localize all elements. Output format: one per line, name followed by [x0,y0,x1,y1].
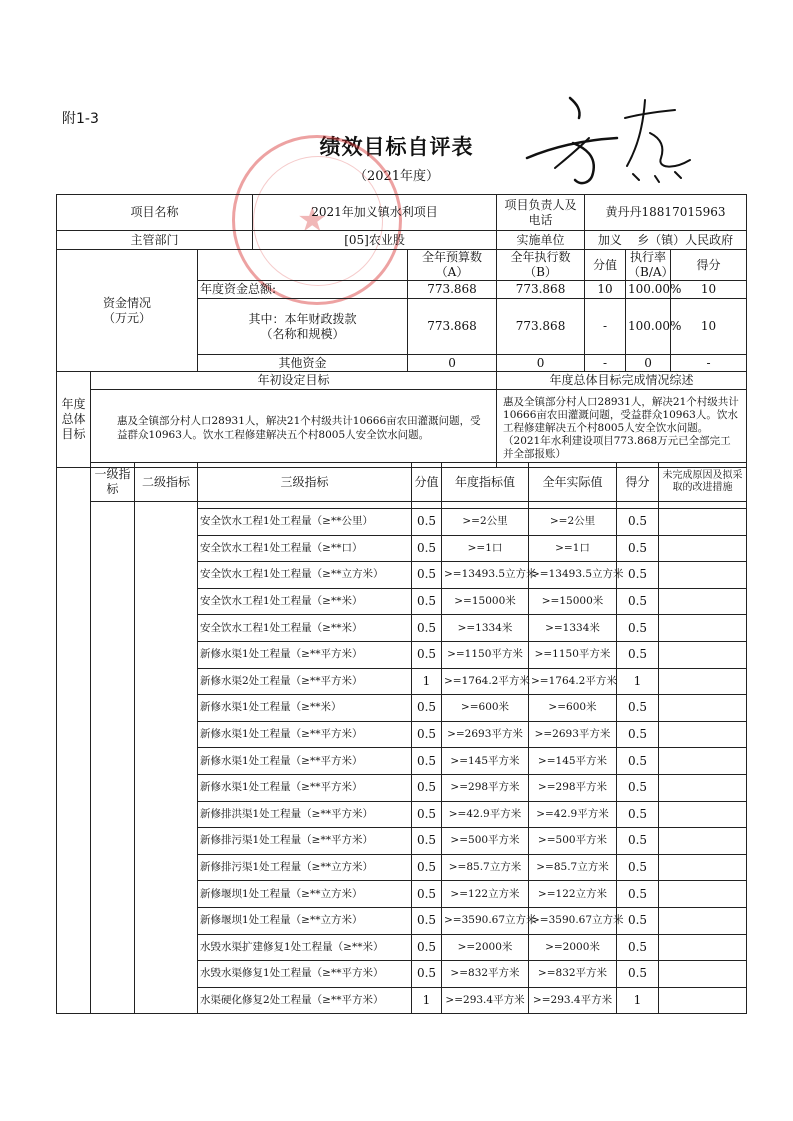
indicator-name: 新修水渠1处工程量（≥**平方米） [198,748,412,775]
indicator-actual: >=2000米 [529,934,617,961]
completion-text: 惠及全镇部分村人口28931人，解决21个村级共计10666亩农田灌溉问题，受益群众10963人。饮水工程修建解决五个村8005人安全饮水问题。（2021年水利建设项目773.868万元已全部完工并全部报账） [497,390,747,468]
indicator-reason [659,509,747,536]
impl-label: 实施单位 [497,231,585,250]
indicator-score: 0.5 [617,721,659,748]
goals-section-label: 年度 总体 目标 [57,372,91,468]
header-reason: 未完成原因及拟采取的改进措施 [659,463,747,502]
indicator-actual: >=13493.5立方米 [529,562,617,589]
dept-value: [05]农业股 [253,231,497,250]
manager-value: 黄丹丹18817015963 [585,195,747,231]
funds-row-exec: 773.868 [497,299,585,355]
indicator-score-val: 1 [412,668,442,695]
indicator-score: 0.5 [617,801,659,828]
indicator-target: >=293.4平方米 [442,987,529,1014]
indicator-reason [659,562,747,589]
indicator-reason [659,641,747,668]
indicator-actual: >=1150平方米 [529,641,617,668]
indicator-target: >=1764.2平方米 [442,668,529,695]
header-actual: 全年实际值 [529,463,617,502]
funds-row-budget: 773.868 [408,299,497,355]
header-target: 年度指标值 [442,463,529,502]
funds-row-exec: 0 [497,355,585,372]
indicator-actual: >=2693平方米 [529,721,617,748]
indicator-reason [659,828,747,855]
indicator-reason [659,535,747,562]
funds-row-score: - [671,355,747,372]
indicator-score-val: 0.5 [412,881,442,908]
header-level1: 一级指标 [91,463,135,502]
indicator-score: 0.5 [617,748,659,775]
project-summary-table [56,194,747,468]
indicator-score: 0.5 [617,535,659,562]
indicator-target: >=600米 [442,695,529,722]
indicator-target: >=2693平方米 [442,721,529,748]
indicator-target: >=2000米 [442,934,529,961]
indicator-score: 0.5 [617,562,659,589]
funds-row-rate: 0 [626,355,671,372]
funds-row-score: 10 [671,299,747,355]
indicator-name: 新修排污渠1处工程量（≥**平方米） [198,828,412,855]
indicator-reason [659,987,747,1014]
page-title: 绩效目标自评表 [319,134,474,159]
indicator-actual: >=85.7立方米 [529,854,617,881]
indicator-name: 安全饮水工程1处工程量（≥**米） [198,615,412,642]
indicator-name: 安全饮水工程1处工程量（≥**立方米） [198,562,412,589]
indicator-score-val: 0.5 [412,721,442,748]
indicator-score-val: 0.5 [412,961,442,988]
indicator-score: 0.5 [617,881,659,908]
funds-col-budget: 全年预算数 （A） [408,250,497,281]
initial-goal-text: 惠及全镇部分村人口28931人，解决21个村级共计10666亩农田灌溉问题，受益群众10963人。饮水工程修建解决五个村8005人安全饮水问题。 [91,390,497,468]
indicator-name: 水渠硬化修复2处工程量（≥**平方米） [198,987,412,1014]
indicator-target: >=122立方米 [442,881,529,908]
indicator-score: 0.5 [617,854,659,881]
indicator-score: 0.5 [617,641,659,668]
indicator-reason [659,588,747,615]
indicator-score-val: 0.5 [412,588,442,615]
indicator-score-val: 0.5 [412,641,442,668]
indicator-actual: >=1764.2平方米 [529,668,617,695]
indicator-reason [659,881,747,908]
indicator-reason [659,774,747,801]
indicator-actual: >=600米 [529,695,617,722]
indicator-target: >=832平方米 [442,961,529,988]
indicator-score: 0.5 [617,907,659,934]
indicator-actual: >=145平方米 [529,748,617,775]
indicator-actual: >=2公里 [529,509,617,536]
indicator-name: 安全饮水工程1处工程量（≥**公里） [198,509,412,536]
indicator-score: 0.5 [617,695,659,722]
indicator-score-val: 0.5 [412,615,442,642]
indicator-actual: >=1口 [529,535,617,562]
manager-label: 项目负责人及电话 [497,195,585,231]
header-score-val: 分值 [412,463,442,502]
indicator-score-val: 1 [412,987,442,1014]
indicator-score: 0.5 [617,588,659,615]
funds-row-budget: 773.868 [408,281,497,299]
funds-row-score-val: 10 [585,281,626,299]
indicator-reason [659,668,747,695]
funds-col-score-val: 分值 [585,250,626,281]
indicator-name: 新修水渠1处工程量（≥**平方米） [198,774,412,801]
indicator-target: >=1334米 [442,615,529,642]
indicator-score: 0.5 [617,934,659,961]
indicator-reason [659,748,747,775]
indicator-name: 新修堰坝1处工程量（≥**立方米） [198,907,412,934]
indicator-name: 新修堰坝1处工程量（≥**立方米） [198,881,412,908]
indicator-target: >=3590.67立方米 [442,907,529,934]
report-year: （2021年度） [353,169,440,184]
funds-row-budget: 0 [408,355,497,372]
attachment-label: 附1-3 [62,111,99,127]
indicator-score-val: 0.5 [412,934,442,961]
indicator-actual: >=832平方米 [529,961,617,988]
funds-row-rate: 100.00% [626,281,671,299]
indicator-name: 新修排洪渠1处工程量（≥**平方米） [198,801,412,828]
indicator-score-val: 0.5 [412,535,442,562]
indicator-score-val: 0.5 [412,562,442,589]
indicator-name: 新修水渠1处工程量（≥**平方米） [198,641,412,668]
funds-row-rate: 100.00% [626,299,671,355]
indicator-score-val: 0.5 [412,748,442,775]
funds-row-name: 其中：本年财政拨款 （名称和规模） [198,299,408,355]
indicator-actual: >=42.9平方米 [529,801,617,828]
funds-row-score: 10 [671,281,747,299]
indicator-target: >=500平方米 [442,828,529,855]
project-name-label: 项目名称 [57,195,253,231]
funds-row-score-val: - [585,355,626,372]
indicator-score-val: 0.5 [412,509,442,536]
indicator-score: 1 [617,668,659,695]
indicator-actual: >=298平方米 [529,774,617,801]
funds-row-exec: 773.868 [497,281,585,299]
indicator-actual: >=15000米 [529,588,617,615]
indicator-name: 水毁水渠修复1处工程量（≥**平方米） [198,961,412,988]
dept-label: 主管部门 [57,231,253,250]
indicator-score: 1 [617,987,659,1014]
project-name-value: 2021年加义镇水利项目 [253,195,497,231]
indicator-reason [659,615,747,642]
indicator-name: 安全饮水工程1处工程量（≥**口） [198,535,412,562]
indicator-score: 0.5 [617,615,659,642]
indicator-actual: >=293.4平方米 [529,987,617,1014]
indicator-target: >=298平方米 [442,774,529,801]
indicator-actual: >=122立方米 [529,881,617,908]
handwritten-signature [515,88,700,193]
indicator-target: >=2公里 [442,509,529,536]
indicator-name: 新修排污渠1处工程量（≥**立方米） [198,854,412,881]
indicator-target: >=1口 [442,535,529,562]
indicator-score-val: 0.5 [412,854,442,881]
indicator-reason [659,907,747,934]
official-seal: ★ [232,135,402,305]
indicator-reason [659,801,747,828]
indicator-name: 新修水渠1处工程量（≥**平方米） [198,721,412,748]
indicator-reason [659,721,747,748]
indicator-reason [659,695,747,722]
indicator-name: 新修水渠1处工程量（≥**米） [198,695,412,722]
indicator-actual: >=1334米 [529,615,617,642]
indicator-name: 安全饮水工程1处工程量（≥**米） [198,588,412,615]
indicator-name: 水毁水渠扩建修复1处工程量（≥**米） [198,934,412,961]
header-score: 得分 [617,463,659,502]
funds-label: 资金情况 （万元） [57,250,198,372]
indicator-score-val: 0.5 [412,801,442,828]
header-level2: 二级指标 [135,463,198,502]
indicator-table [56,462,747,1014]
indicator-reason [659,961,747,988]
indicator-score: 0.5 [617,961,659,988]
indicator-score: 0.5 [617,828,659,855]
indicator-actual: >=500平方米 [529,828,617,855]
funds-row-name: 年度资金总额: [198,281,408,299]
indicator-target: >=13493.5立方米 [442,562,529,589]
indicator-target: >=145平方米 [442,748,529,775]
indicator-target: >=1150平方米 [442,641,529,668]
funds-col-rate: 执行率 （B/A） [626,250,671,281]
impl-value: 加义 乡（镇）人民政府 [585,231,747,250]
header-level3: 三级指标 [198,463,412,502]
indicator-score-val: 0.5 [412,907,442,934]
indicator-score-val: 0.5 [412,695,442,722]
indicator-score-val: 0.5 [412,828,442,855]
indicator-score: 0.5 [617,774,659,801]
completion-header: 年度总体目标完成情况综述 [497,372,747,390]
indicator-name: 新修水渠2处工程量（≥**平方米） [198,668,412,695]
indicator-target: >=85.7立方米 [442,854,529,881]
indicator-reason [659,934,747,961]
indicator-target: >=42.9平方米 [442,801,529,828]
indicator-reason [659,854,747,881]
indicator-target: >=15000米 [442,588,529,615]
funds-col-exec: 全年执行数（B） [497,250,585,281]
indicator-score: 0.5 [617,509,659,536]
funds-col-score: 得分 [671,250,747,281]
indicator-actual: >=3590.67立方米 [529,907,617,934]
funds-row-score-val: - [585,299,626,355]
initial-goal-header: 年初设定目标 [91,372,497,390]
indicator-score-val: 0.5 [412,774,442,801]
funds-row-name: 其他资金 [198,355,408,372]
